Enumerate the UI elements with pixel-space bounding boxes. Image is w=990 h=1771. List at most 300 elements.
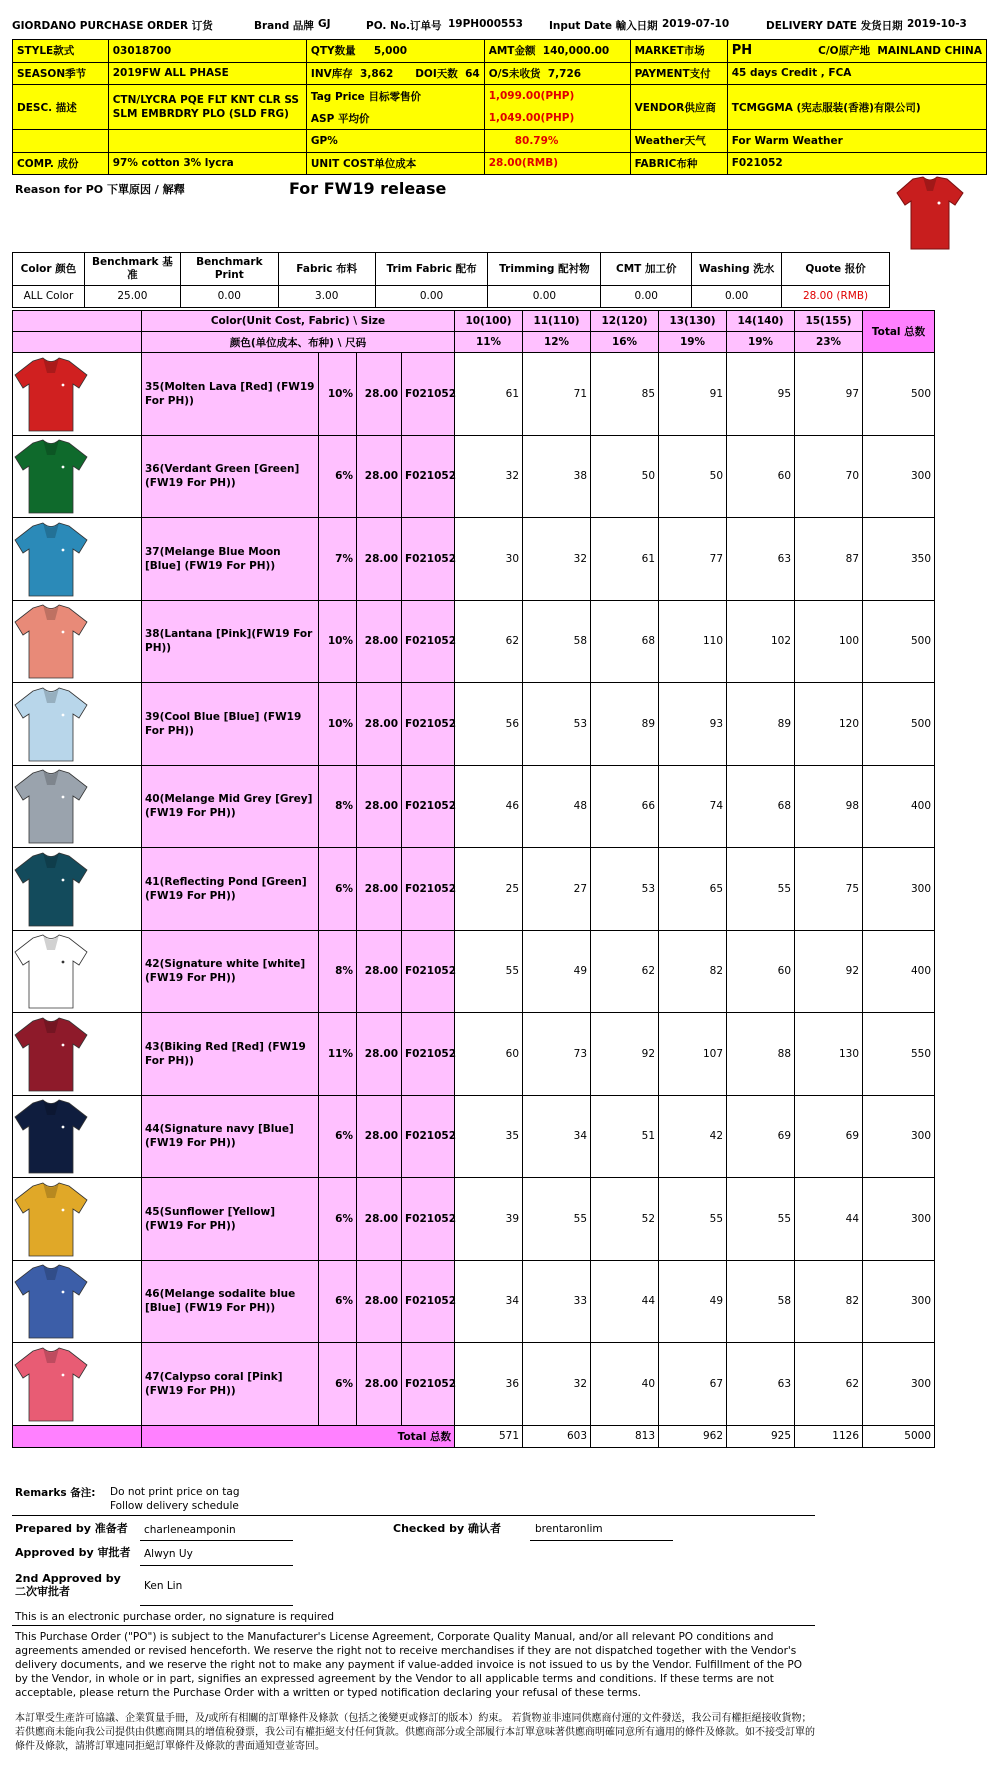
size-qty: 69 bbox=[727, 1095, 795, 1178]
size-qty: 110 bbox=[659, 600, 727, 683]
row-total: 500 bbox=[863, 353, 935, 436]
size-qty: 25 bbox=[455, 848, 523, 931]
approved-by: Alwyn Uy bbox=[144, 1548, 193, 1560]
color-pct: 8% bbox=[319, 765, 357, 848]
signature-line bbox=[140, 1540, 293, 1541]
order-info-table bbox=[12, 39, 987, 175]
size-qty: 92 bbox=[795, 930, 863, 1013]
cost-header: Washing 洗水 bbox=[692, 253, 782, 286]
grid-body bbox=[13, 353, 935, 1426]
unit-cost-label: UNIT COST单位成本 bbox=[306, 152, 484, 175]
prepared-label: Prepared by 准备者 bbox=[15, 1522, 128, 1535]
size-qty: 73 bbox=[523, 1013, 591, 1096]
color-row bbox=[13, 1095, 935, 1178]
size-qty: 82 bbox=[795, 1260, 863, 1343]
size-qty: 82 bbox=[659, 930, 727, 1013]
size-qty: 98 bbox=[795, 765, 863, 848]
color-cost: 28.00 bbox=[357, 930, 402, 1013]
color-row bbox=[13, 435, 935, 518]
color-fabric: F021052 bbox=[402, 930, 455, 1013]
cost-header: Color 颜色 bbox=[13, 253, 85, 286]
cost-header: Trimming 配衬物 bbox=[488, 253, 601, 286]
os-cell bbox=[484, 62, 630, 85]
size-qty: 120 bbox=[795, 683, 863, 766]
color-row bbox=[13, 600, 935, 683]
size-qty: 36 bbox=[455, 1343, 523, 1426]
swatch-cell bbox=[13, 435, 142, 518]
cost-value: 0.00 bbox=[375, 286, 488, 308]
color-cost: 28.00 bbox=[357, 1013, 402, 1096]
inv-label: INV库存 bbox=[310, 67, 353, 80]
row-total: 300 bbox=[863, 1095, 935, 1178]
color-pct: 6% bbox=[319, 1343, 357, 1426]
row-total: 500 bbox=[863, 683, 935, 766]
approved2-label-en: 2nd Approved by bbox=[15, 1572, 121, 1585]
asp-label: ASP 平均价 bbox=[306, 107, 484, 130]
market-cell bbox=[727, 40, 986, 63]
polo-shirt-icon bbox=[13, 355, 89, 433]
color-fabric: F021052 bbox=[402, 765, 455, 848]
cost-breakdown-table bbox=[12, 252, 890, 308]
size-qty: 55 bbox=[727, 848, 795, 931]
desc-line-2: SLM EMBRDRY PLO (SLD FRG) bbox=[112, 108, 289, 120]
polo-shirt-icon bbox=[13, 1262, 89, 1340]
size-qty: 58 bbox=[523, 600, 591, 683]
size-header: 13(130) bbox=[659, 311, 727, 332]
size-pct: 19% bbox=[659, 332, 727, 353]
cost-value: 25.00 bbox=[84, 286, 180, 308]
payment-value: 45 days Credit , FCA bbox=[727, 62, 986, 85]
remarks-line-2: Follow delivery schedule bbox=[110, 1500, 239, 1512]
size-qty: 75 bbox=[795, 848, 863, 931]
po-title: GIORDANO PURCHASE ORDER 订货 bbox=[12, 20, 213, 32]
swatch-cell bbox=[13, 1013, 142, 1096]
size-pct: 23% bbox=[795, 332, 863, 353]
color-cost: 28.00 bbox=[357, 353, 402, 436]
color-pct: 11% bbox=[319, 1013, 357, 1096]
swatch-cell bbox=[13, 518, 142, 601]
amt-label: AMT金额 bbox=[488, 45, 536, 58]
size-qty: 46 bbox=[455, 765, 523, 848]
qty-cell bbox=[306, 40, 484, 63]
input-date: 2019-07-10 bbox=[662, 18, 730, 30]
fabric-label: FABRIC布种 bbox=[630, 152, 727, 175]
size-qty: 53 bbox=[523, 683, 591, 766]
color-name: 37(Melange Blue Moon [Blue] (FW19 For PH)) bbox=[142, 518, 319, 601]
size-qty: 32 bbox=[523, 1343, 591, 1426]
size-qty: 51 bbox=[591, 1095, 659, 1178]
color-fabric: F021052 bbox=[402, 848, 455, 931]
size-qty: 69 bbox=[795, 1095, 863, 1178]
swatch-cell bbox=[13, 848, 142, 931]
cost-header: CMT 加工价 bbox=[601, 253, 692, 286]
desc-value bbox=[108, 85, 306, 130]
comp-value: 97% cotton 3% lycra bbox=[108, 152, 306, 175]
inv-doi-cell bbox=[306, 62, 484, 85]
grid-head-cn: 颜色(单位成本、布种) \ 尺码 bbox=[142, 332, 455, 353]
grid-head-en: Color(Unit Cost, Fabric) \ Size bbox=[142, 311, 455, 332]
size-qty: 61 bbox=[591, 518, 659, 601]
size-qty: 55 bbox=[523, 1178, 591, 1261]
grand-total: 5000 bbox=[863, 1425, 935, 1447]
color-fabric: F021052 bbox=[402, 683, 455, 766]
weather-label: Weather天气 bbox=[630, 130, 727, 153]
color-row bbox=[13, 353, 935, 436]
color-fabric: F021052 bbox=[402, 600, 455, 683]
color-pct: 7% bbox=[319, 518, 357, 601]
swatch-cell bbox=[13, 683, 142, 766]
color-pct: 8% bbox=[319, 930, 357, 1013]
divider bbox=[12, 1625, 815, 1626]
row-total: 300 bbox=[863, 1178, 935, 1261]
color-cost: 28.00 bbox=[357, 765, 402, 848]
asp-value: 1,049.00(PHP) bbox=[484, 107, 630, 130]
polo-shirt-icon bbox=[13, 685, 89, 763]
tag-price-value: 1,099.00(PHP) bbox=[484, 85, 630, 108]
signature-line bbox=[140, 1605, 293, 1606]
row-total: 300 bbox=[863, 848, 935, 931]
polo-shirt-icon bbox=[13, 437, 89, 515]
terms-english: This Purchase Order ("PO") is subject to the Manufacturer's License Agreement, Corporate Quality Manual, and/or all relevant PO conditions and agreements amended or revised henceforth. We reserve the right not to receive merchandises if they are not dispatched together with the Vendor's delivery documents, and we reserve the right not to make any payment if value-added invoice is not issued to us by the Vendor. Fulfillment of the PO by the Vendor, in whole or in part, signifies an expressed agreement by the Vendor to all applicable terms and conditions. If these terms are not acceptable, please return the Purchase Order with a written or typed notification declaring your refusal of these terms. bbox=[15, 1631, 803, 1699]
vendor-value: TCMGGMA (宪志服装(香港)有限公司) bbox=[727, 85, 986, 130]
size-qty: 62 bbox=[455, 600, 523, 683]
polo-shirt-icon bbox=[13, 520, 89, 598]
market-label: MARKET市场 bbox=[630, 40, 727, 63]
grid-corner bbox=[13, 311, 142, 332]
cost-value: 0.00 bbox=[488, 286, 601, 308]
color-pct: 6% bbox=[319, 1260, 357, 1343]
remarks-line-1: Do not print price on tag bbox=[110, 1486, 240, 1498]
brand-label: Brand 品牌 bbox=[254, 20, 314, 32]
cost-value: 0.00 bbox=[180, 286, 278, 308]
color-row bbox=[13, 848, 935, 931]
color-pct: 6% bbox=[319, 1095, 357, 1178]
size-qty: 97 bbox=[795, 353, 863, 436]
size-qty: 85 bbox=[591, 353, 659, 436]
size-qty: 50 bbox=[591, 435, 659, 518]
row-total: 400 bbox=[863, 765, 935, 848]
divider bbox=[12, 1515, 815, 1516]
cost-header: Fabric 布料 bbox=[278, 253, 375, 286]
cost-value: 0.00 bbox=[601, 286, 692, 308]
size-qty: 38 bbox=[523, 435, 591, 518]
size-pct: 11% bbox=[455, 332, 523, 353]
size-qty: 89 bbox=[727, 683, 795, 766]
color-cost: 28.00 bbox=[357, 1260, 402, 1343]
cost-header: Benchmark 基准 bbox=[84, 253, 180, 286]
color-pct: 10% bbox=[319, 600, 357, 683]
size-total: 962 bbox=[659, 1425, 727, 1447]
size-pct: 12% bbox=[523, 332, 591, 353]
color-cost: 28.00 bbox=[357, 1095, 402, 1178]
color-cost: 28.00 bbox=[357, 1343, 402, 1426]
size-qty: 35 bbox=[455, 1095, 523, 1178]
quote-value: 28.00 (RMB) bbox=[782, 286, 890, 308]
vendor-label: VENDOR供应商 bbox=[630, 85, 727, 130]
color-pct: 6% bbox=[319, 435, 357, 518]
brand-value: GJ bbox=[318, 18, 331, 30]
size-qty: 62 bbox=[591, 930, 659, 1013]
swatch-cell bbox=[13, 765, 142, 848]
size-qty: 50 bbox=[659, 435, 727, 518]
polo-shirt-icon bbox=[13, 767, 89, 845]
size-total: 813 bbox=[591, 1425, 659, 1447]
size-total: 571 bbox=[455, 1425, 523, 1447]
size-qty: 67 bbox=[659, 1343, 727, 1426]
size-header: 14(140) bbox=[727, 311, 795, 332]
origin-value: MAINLAND CHINA bbox=[877, 45, 982, 58]
signature-line bbox=[530, 1540, 673, 1541]
color-cost: 28.00 bbox=[357, 435, 402, 518]
color-pct: 6% bbox=[319, 1178, 357, 1261]
size-qty: 55 bbox=[659, 1178, 727, 1261]
color-name: 36(Verdant Green [Green] (FW19 For PH)) bbox=[142, 435, 319, 518]
size-qty: 56 bbox=[455, 683, 523, 766]
blank-cell bbox=[108, 130, 306, 153]
color-cost: 28.00 bbox=[357, 518, 402, 601]
color-fabric: F021052 bbox=[402, 1013, 455, 1096]
size-qty: 66 bbox=[591, 765, 659, 848]
amt-cell bbox=[484, 40, 630, 63]
color-row bbox=[13, 1343, 935, 1426]
qty-value: 5,000 bbox=[373, 45, 408, 58]
size-qty: 74 bbox=[659, 765, 727, 848]
checked-by: brentaronlim bbox=[535, 1523, 603, 1535]
desc-line-1: CTN/LYCRA PQE FLT KNT CLR SS bbox=[112, 94, 299, 106]
row-total: 350 bbox=[863, 518, 935, 601]
po-header bbox=[12, 18, 987, 34]
color-row bbox=[13, 930, 935, 1013]
size-qty: 33 bbox=[523, 1260, 591, 1343]
tag-price-label: Tag Price 目标零售价 bbox=[306, 85, 484, 108]
size-qty: 62 bbox=[795, 1343, 863, 1426]
color-cost: 28.00 bbox=[357, 600, 402, 683]
grid-corner bbox=[13, 332, 142, 353]
size-qty: 68 bbox=[727, 765, 795, 848]
season-value: 2019FW ALL PHASE bbox=[108, 62, 306, 85]
color-fabric: F021052 bbox=[402, 1095, 455, 1178]
size-qty: 53 bbox=[591, 848, 659, 931]
polo-shirt-icon bbox=[13, 1015, 89, 1093]
swatch-cell bbox=[13, 1178, 142, 1261]
season-label: SEASON季节 bbox=[13, 62, 109, 85]
polo-shirt-icon bbox=[13, 602, 89, 680]
approved2-by: Ken Lin bbox=[144, 1580, 183, 1592]
po-label: PO. No.订单号 bbox=[366, 20, 442, 32]
cost-value: ALL Color bbox=[13, 286, 85, 308]
size-qty: 77 bbox=[659, 518, 727, 601]
size-qty: 44 bbox=[795, 1178, 863, 1261]
size-qty: 61 bbox=[455, 353, 523, 436]
color-fabric: F021052 bbox=[402, 1343, 455, 1426]
size-qty: 89 bbox=[591, 683, 659, 766]
size-header: 15(155) bbox=[795, 311, 863, 332]
size-qty: 60 bbox=[727, 930, 795, 1013]
electronic-note: This is an electronic purchase order, no signature is required bbox=[15, 1611, 335, 1623]
color-cost: 28.00 bbox=[357, 1178, 402, 1261]
fabric-value: F021052 bbox=[727, 152, 986, 175]
po-number: 19PH000553 bbox=[448, 18, 523, 30]
color-row bbox=[13, 683, 935, 766]
size-qty: 60 bbox=[455, 1013, 523, 1096]
size-qty: 91 bbox=[659, 353, 727, 436]
delivery-date: 2019-10-3 bbox=[907, 18, 967, 30]
color-name: 46(Melange sodalite blue [Blue] (FW19 For PH)) bbox=[142, 1260, 319, 1343]
row-total: 300 bbox=[863, 1260, 935, 1343]
color-name: 47(Calypso coral [Pink](FW19 For PH)) bbox=[142, 1343, 319, 1426]
size-header: 12(120) bbox=[591, 311, 659, 332]
color-name: 40(Melange Mid Grey [Grey] (FW19 For PH)) bbox=[142, 765, 319, 848]
size-qty: 65 bbox=[659, 848, 727, 931]
polo-shirt-icon bbox=[13, 1345, 89, 1423]
reason-text: For FW19 release bbox=[289, 179, 447, 198]
cost-header: Benchmark Print bbox=[180, 253, 278, 286]
color-fabric: F021052 bbox=[402, 435, 455, 518]
cost-header: Quote 报价 bbox=[782, 253, 890, 286]
gp-label: GP% bbox=[306, 130, 484, 153]
size-qty: 49 bbox=[659, 1260, 727, 1343]
color-name: 35(Molten Lava [Red] (FW19 For PH)) bbox=[142, 353, 319, 436]
color-row bbox=[13, 765, 935, 848]
cost-header: Trim Fabric 配布 bbox=[375, 253, 488, 286]
size-qty: 49 bbox=[523, 930, 591, 1013]
size-qty: 27 bbox=[523, 848, 591, 931]
color-fabric: F021052 bbox=[402, 518, 455, 601]
doi-label: DOI天数 bbox=[415, 67, 458, 80]
color-fabric: F021052 bbox=[402, 353, 455, 436]
size-qty: 87 bbox=[795, 518, 863, 601]
size-qty: 34 bbox=[523, 1095, 591, 1178]
polo-shirt-icon bbox=[13, 850, 89, 928]
color-name: 39(Cool Blue [Blue] (FW19 For PH)) bbox=[142, 683, 319, 766]
totals-label: Total 总数 bbox=[142, 1425, 455, 1447]
prepared-by: charleneamponin bbox=[144, 1524, 236, 1536]
approved-label: Approved by 审批者 bbox=[15, 1546, 131, 1559]
amt-value: 140,000.00 bbox=[542, 45, 610, 58]
terms-chinese: 本訂單受生產許可協議、企業質量手冊，及/或所有相關的訂單條件及條款（包括之後變更或修訂的版本）約束。 若貨物並非連同供應商付運的文件發送，我公司有權拒絕接收貨物；若供應商未能向我公司提供由供應商開具的增值稅發票，我公司有權拒絕支付任何貨款。供應商部分或全部履行本訂單意味著供應商明確同意所有適用的條件及條款。如不接受訂單的條件及條款，請將訂單連同拒絕訂單條件及條款的書面通知壹並寄回。 bbox=[15, 1713, 815, 1752]
swatch-cell bbox=[13, 353, 142, 436]
polo-shirt-icon bbox=[13, 1097, 89, 1175]
size-total: 1126 bbox=[795, 1425, 863, 1447]
size-qty: 95 bbox=[727, 353, 795, 436]
input-date-label: Input Date 輸入日期 bbox=[549, 20, 658, 32]
doi-value: 64 bbox=[465, 67, 480, 80]
row-total: 500 bbox=[863, 600, 935, 683]
color-row bbox=[13, 1178, 935, 1261]
size-qty: 63 bbox=[727, 518, 795, 601]
cost-value: 3.00 bbox=[278, 286, 375, 308]
size-qty: 30 bbox=[455, 518, 523, 601]
size-qty: 63 bbox=[727, 1343, 795, 1426]
swatch-cell bbox=[13, 1343, 142, 1426]
color-name: 42(Signature white [white] (FW19 For PH)) bbox=[142, 930, 319, 1013]
row-total: 300 bbox=[863, 1343, 935, 1426]
red-polo-shirt-icon bbox=[895, 173, 965, 253]
polo-shirt-icon bbox=[13, 1180, 89, 1258]
checked-label: Checked by 确认者 bbox=[393, 1522, 501, 1535]
color-name: 43(Biking Red [Red] (FW19 For PH)) bbox=[142, 1013, 319, 1096]
color-row bbox=[13, 1013, 935, 1096]
size-qty: 71 bbox=[523, 353, 591, 436]
unit-cost-value: 28.00(RMB) bbox=[484, 152, 630, 175]
swatch-cell bbox=[13, 1260, 142, 1343]
comp-label: COMP. 成份 bbox=[13, 152, 109, 175]
size-pct: 16% bbox=[591, 332, 659, 353]
origin-label: C/O原产地 bbox=[818, 45, 871, 58]
desc-label: DESC. 描述 bbox=[13, 85, 109, 130]
color-name: 38(Lantana [Pink](FW19 For PH)) bbox=[142, 600, 319, 683]
gp-value: 80.79% bbox=[484, 130, 630, 153]
size-qty: 102 bbox=[727, 600, 795, 683]
color-name: 45(Sunflower [Yellow] (FW19 For PH)) bbox=[142, 1178, 319, 1261]
color-cost: 28.00 bbox=[357, 848, 402, 931]
size-qty: 58 bbox=[727, 1260, 795, 1343]
size-qty: 68 bbox=[591, 600, 659, 683]
weather-value: For Warm Weather bbox=[727, 130, 986, 153]
total-header: Total 总数 bbox=[863, 311, 935, 353]
size-total: 603 bbox=[523, 1425, 591, 1447]
color-pct: 10% bbox=[319, 353, 357, 436]
totals-blank bbox=[13, 1425, 142, 1447]
size-qty: 107 bbox=[659, 1013, 727, 1096]
size-qty: 44 bbox=[591, 1260, 659, 1343]
size-qty: 32 bbox=[523, 518, 591, 601]
swatch-cell bbox=[13, 930, 142, 1013]
style-value: 03018700 bbox=[108, 40, 306, 63]
size-qty: 39 bbox=[455, 1178, 523, 1261]
size-total: 925 bbox=[727, 1425, 795, 1447]
color-cost: 28.00 bbox=[357, 683, 402, 766]
color-row bbox=[13, 518, 935, 601]
polo-shirt-icon bbox=[13, 932, 89, 1010]
size-qty: 88 bbox=[727, 1013, 795, 1096]
style-label: STYLE款式 bbox=[13, 40, 109, 63]
size-qty: 92 bbox=[591, 1013, 659, 1096]
size-qty: 42 bbox=[659, 1095, 727, 1178]
os-value: 7,726 bbox=[547, 67, 582, 80]
signature-line bbox=[140, 1565, 293, 1566]
size-header: 10(100) bbox=[455, 311, 523, 332]
row-total: 400 bbox=[863, 930, 935, 1013]
size-qty: 34 bbox=[455, 1260, 523, 1343]
size-qty: 55 bbox=[727, 1178, 795, 1261]
swatch-cell bbox=[13, 1095, 142, 1178]
size-qty: 52 bbox=[591, 1178, 659, 1261]
inv-value: 3,862 bbox=[360, 67, 394, 80]
color-name: 44(Signature navy [Blue] (FW19 For PH)) bbox=[142, 1095, 319, 1178]
color-pct: 6% bbox=[319, 848, 357, 931]
remarks-label: Remarks 备注: bbox=[15, 1487, 96, 1499]
blank-cell bbox=[13, 130, 109, 153]
size-qty: 93 bbox=[659, 683, 727, 766]
approved2-label-cn: 二次审批者 bbox=[15, 1585, 70, 1598]
delivery-date-label: DELIVERY DATE 发货日期 bbox=[766, 20, 903, 32]
row-total: 300 bbox=[863, 435, 935, 518]
swatch-cell bbox=[13, 600, 142, 683]
size-qty: 100 bbox=[795, 600, 863, 683]
qty-label: QTY数量 bbox=[310, 45, 356, 58]
color-name: 41(Reflecting Pond [Green] (FW19 For PH)) bbox=[142, 848, 319, 931]
market-value: PH bbox=[731, 43, 753, 59]
size-qty: 60 bbox=[727, 435, 795, 518]
color-size-table bbox=[12, 310, 935, 1448]
color-row bbox=[13, 1260, 935, 1343]
os-label: O/S未收货 bbox=[488, 67, 541, 80]
size-pct: 19% bbox=[727, 332, 795, 353]
size-qty: 70 bbox=[795, 435, 863, 518]
size-header: 11(110) bbox=[523, 311, 591, 332]
row-total: 550 bbox=[863, 1013, 935, 1096]
